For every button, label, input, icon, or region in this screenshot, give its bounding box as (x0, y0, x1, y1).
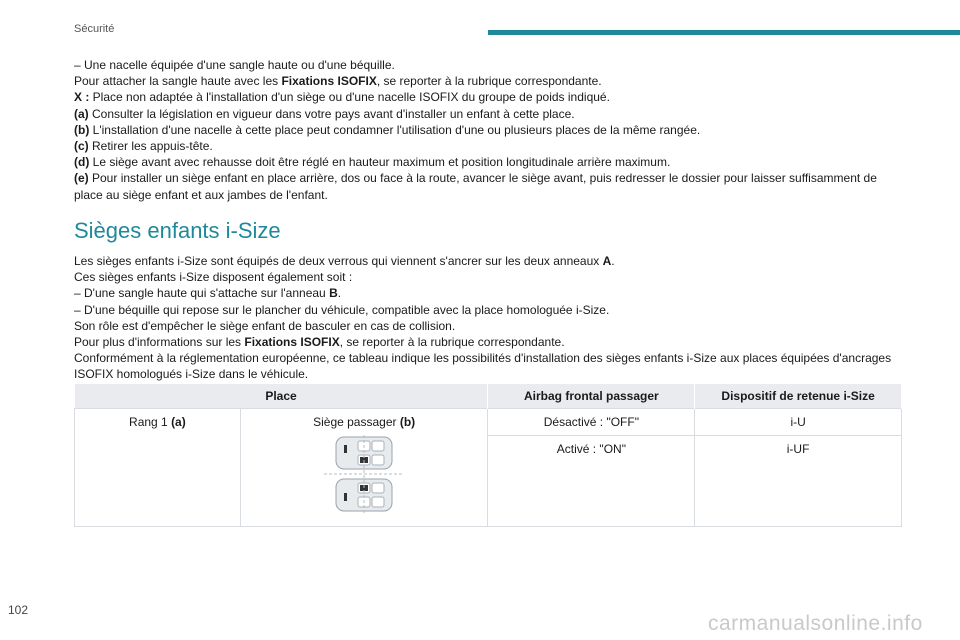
note-b: (b) L'installation d'une nacelle à cette place peut condamner l'utilisation d'une ou plusieurs places de la même rangée. (74, 122, 701, 137)
rank-cell: Rang 1 (a) (75, 409, 241, 527)
airbag-on-cell: Activé : "ON" (488, 436, 695, 527)
body-line-5: Son rôle est d'empêcher le siège enfant de basculer en cas de collision. (74, 318, 456, 333)
table-row (75, 409, 902, 436)
note-e: (e) Pour installer un siège enfant en place arrière, dos ou face à la route, avancer le siège avant, puis redresser le dossier pour laisser suffisamment de (74, 171, 877, 186)
table-header-row (75, 384, 902, 409)
intro-line-2: Pour attacher la sangle haute avec les Fixations ISOFIX, se reporter à la rubrique correspondante. (74, 74, 602, 89)
body-line-8: ISOFIX homologués i-Size dans le véhicule. (74, 367, 309, 382)
page-number: 102 (8, 603, 29, 617)
note-e-cont: place au siège enfant et aux jambes de l'enfant. (74, 187, 328, 202)
note-d: (d) Le siège avant avec rehausse doit être réglé en hauteur maximum et position longitudinale arrière maximum. (74, 155, 671, 170)
isize-description (74, 253, 894, 383)
watermark: carmanualsonline.info (708, 612, 923, 635)
header-airbag: Airbag frontal passager (488, 384, 695, 409)
airbag-off-cell: Désactivé : "OFF" (488, 409, 695, 436)
body-line-1: Les sièges enfants i-Size sont équipés de deux verrous qui viennent s'ancrer sur les deux anneaux A. (74, 254, 615, 268)
device-on-cell: i-UF (695, 436, 902, 527)
note-c: (c) Retirer les appuis-tête. (74, 139, 213, 154)
header-device: Dispositif de retenue i-Size (695, 384, 902, 409)
intro-notes (74, 57, 894, 203)
header-place: Place (75, 384, 488, 409)
device-off-cell: i-U (695, 409, 902, 436)
note-x: X : Place non adaptée à l'installation d'un siège ou d'une nacelle ISOFIX du groupe de poids indiqué. (74, 90, 610, 105)
header-accent-bar (488, 30, 960, 35)
body-line-2: Ces sièges enfants i-Size disposent également soit : (74, 270, 353, 285)
note-a: (a) Consulter la législation en vigueur dans votre pays avant d'installer un enfant à cette place. (74, 106, 575, 121)
body-line-3: – D'une sangle haute qui s'attache sur l'anneau B. (74, 286, 342, 301)
intro-line-1: – Une nacelle équipée d'une sangle haute ou d'une béquille. (74, 58, 395, 72)
isize-table (74, 384, 902, 527)
section-title: Sièges enfants i-Size (74, 218, 281, 243)
body-line-6: Pour plus d'informations sur les Fixations ISOFIX, se reporter à la rubrique correspondante. (74, 335, 565, 350)
section-label: Sécurité (74, 23, 115, 35)
body-line-7: Conformément à la réglementation européenne, ce tableau indique les possibilités d'installation des sièges enfants i-Size aux places équipées d'ancrages (74, 351, 892, 366)
body-line-4: – D'une béquille qui repose sur le plancher du véhicule, compatible avec la place homologuée i-Size. (74, 302, 610, 317)
seat-cell: Siège passager (b) (240, 409, 488, 527)
car-seat-top-view-icon (247, 435, 482, 516)
